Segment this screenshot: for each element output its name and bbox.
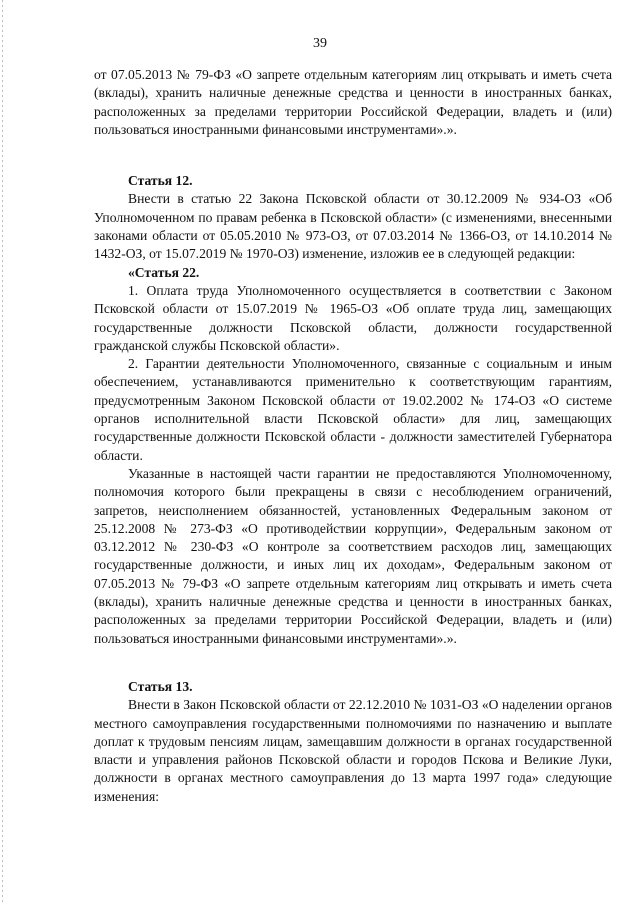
article-13-text: Внести в Закон Псковской области от 22.12.2010 № 1031-ОЗ «О наделении органов местного самоуправления государственными полномочиями по назначению и выплате доплат к трудовым пенсиям лицам, замещавшим должности в органах государственной власти и управления районов Псковской области и городов Пскова и Великие Луки, должности в органах местного самоуправления до 13 марта 1997 года» следующие изменения: bbox=[94, 697, 612, 804]
page-edge bbox=[2, 0, 3, 905]
article-12-paragraph-1: 1. Оплата труда Уполномоченного осуществляется в соответствии с Законом Псковской области от 15.07.2019 № 1965-ОЗ «Об оплате труда лиц, замещающих государственные должности Псковской области, должности государственной гражданской службы Псковской области». bbox=[94, 282, 612, 353]
intro-paragraph: от 07.05.2013 № 79-ФЗ «О запрете отдельным категориям лиц открывать и иметь счета (вклады), хранить наличные денежные средства и ценности в иностранных банках, расположенных за пределами территории Российской Федерации, владеть и (или) пользоваться иностранными финансовыми инструментами».». bbox=[94, 67, 612, 137]
article-12-paragraph-2: 2. Гарантии деятельности Уполномоченного, связанные с социальным и иным обеспечением, устанавливаются применительно к соответствующим гарантиям, предусмотренным Законом Псковской области от 19.02.2002 № 174-ОЗ «О системе органов исполнительной власти Псковской области» для лиц, замещающих государственные должности Псковской области - должности заместителей Губернатора области. bbox=[94, 356, 612, 463]
article-12-heading: Статья 12. bbox=[128, 173, 193, 189]
article-12-paragraph-3: Указанные в настоящей части гарантии не предоставляются Уполномоченному, полномочия которого были прекращены в связи с несоблюдением ограничений, запретов, неисполнением обязанностей, установленных Федеральным законом от 25.12.2008 № 273-ФЗ «О противодействии коррупции», Федеральным законом от 03.12.2012 № 230-ФЗ «О контроле за соответствием расходов лиц, замещающих государственные должности, и иных лиц их доходам», Федеральным законом от 07.05.2013 № 79-ФЗ «О запрете отдельным категориям лиц открывать и иметь счета (вклады), хранить наличные денежные средства и ценности в иностранных банках, расположенных за пределами территории Российской Федерации, владеть и (или) пользоваться иностранными финансовыми инструментами».». bbox=[94, 465, 612, 646]
page-number: 39 bbox=[313, 36, 327, 51]
article-13-heading: Статья 13. bbox=[128, 678, 193, 694]
document-body bbox=[94, 66, 612, 806]
article-12-text: Внести в статью 22 Закона Псковской области от 30.12.2009 № 934-ОЗ «Об Уполномоченном по правам ребенка в Псковской области» (с изменениями, внесенными законами области от 05.05.2010 № 973-ОЗ, от 07.03.2014 № 1366-ОЗ, от 14.10.2014 № 1432-ОЗ, от 15.07.2019 № 1970-ОЗ) изменение, изложив ее в следующей редакции: bbox=[94, 191, 612, 262]
quoted-article-heading: «Статья 22. bbox=[128, 264, 200, 280]
